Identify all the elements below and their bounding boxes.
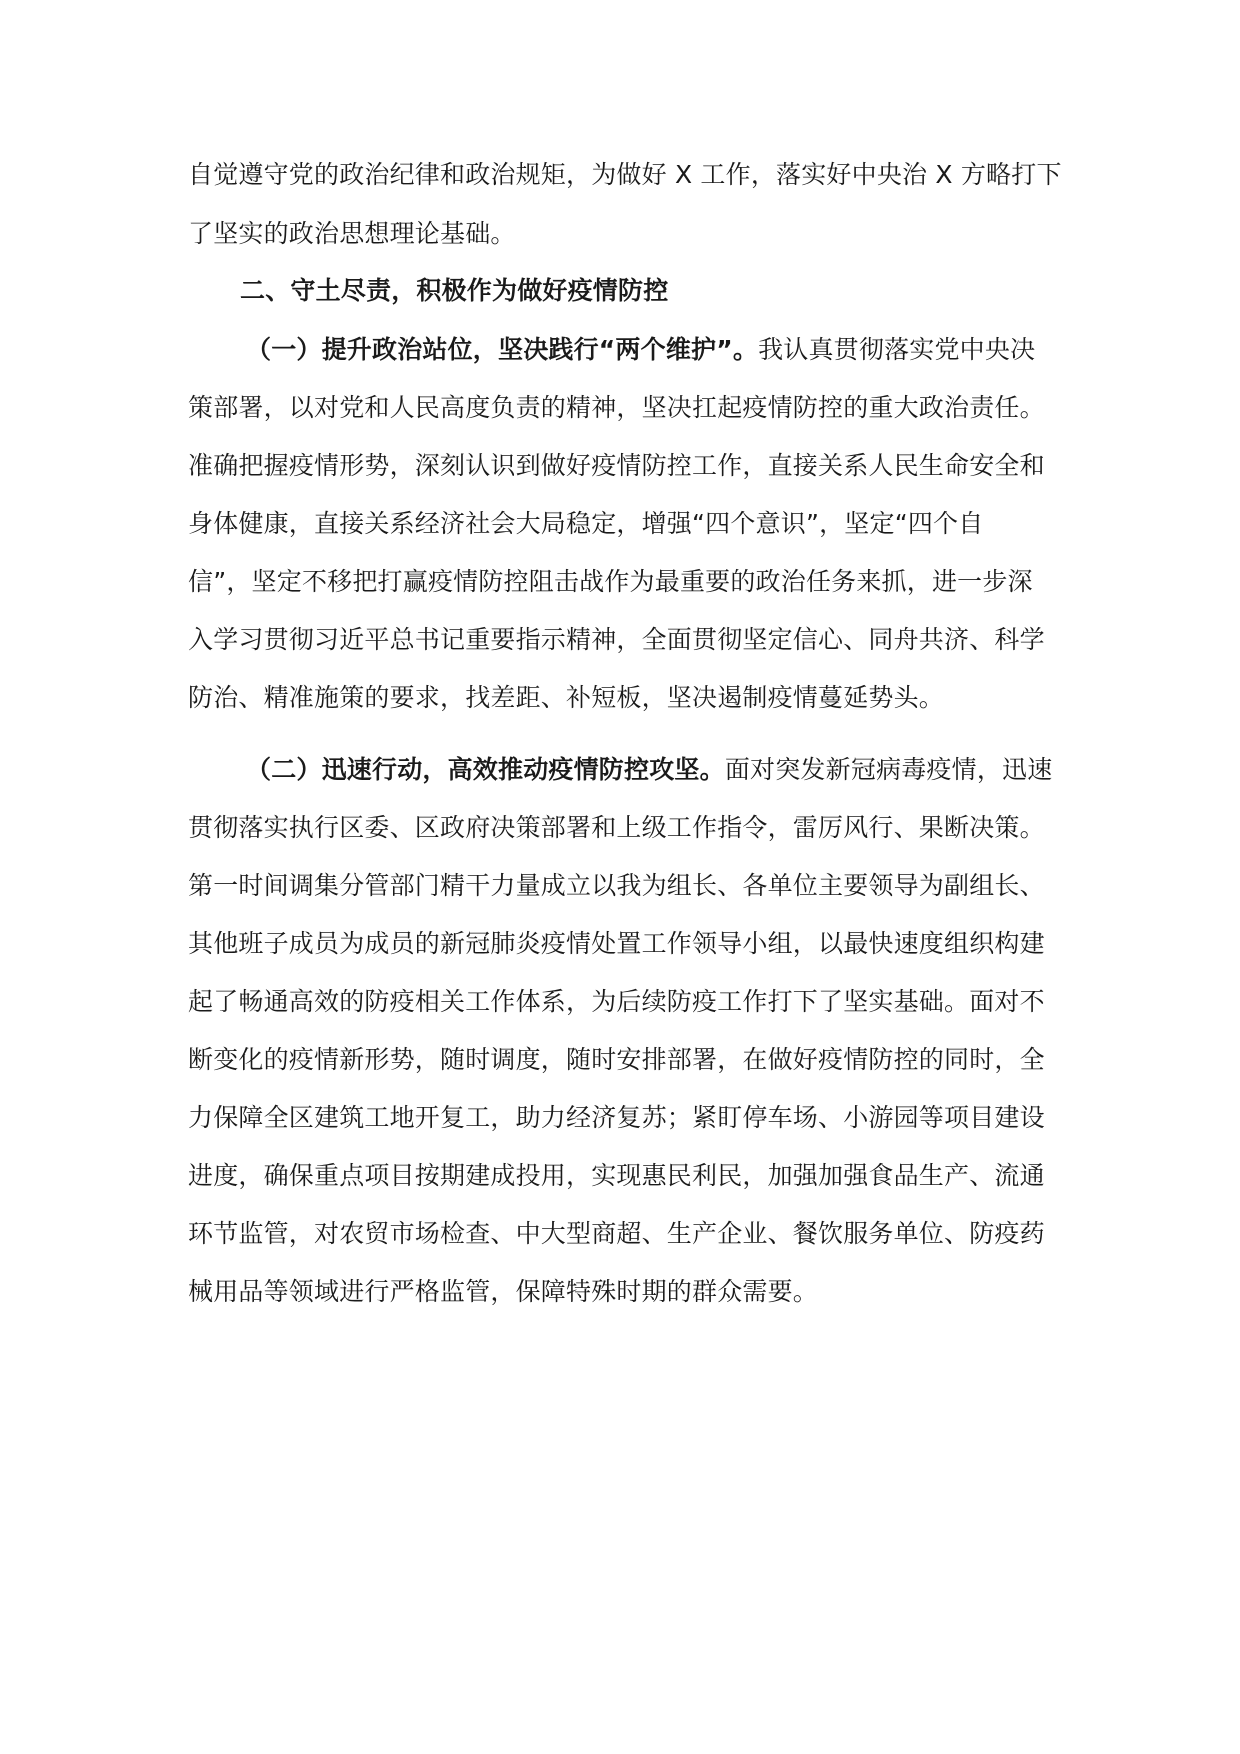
p1-line-3: 准确把握疫情形势，深刻认识到做好疫情防控工作，直接关系人民生命安全和 [188,451,1045,480]
p1-line-5: 信”，坚定不移把打赢疫情防控阻击战作为最重要的政治任务来抓，进一步深 [188,567,1033,596]
p1-line-6: 入学习贯彻习近平总书记重要指示精神，全面贯彻坚定信心、同舟共济、科学 [188,625,1045,654]
p2-line-5: 起了畅通高效的防疫相关工作体系，为后续防疫工作打下了坚实基础。面对不 [188,987,1045,1016]
p2-line-2: 贯彻落实执行区委、区政府决策部署和上级工作指令，雷厉风行、果断决策。 [188,813,1045,842]
p1-line-4: 身体健康，直接关系经济社会大局稳定，增强“四个意识”，坚定“四个自 [188,509,984,538]
p2-first-line-rest: 面对突发新冠病毒疫情，迅速 [724,755,1053,784]
p2-line-10: 械用品等领域进行严格监管，保障特殊时期的群众需要。 [188,1277,819,1306]
p2-first-line [246,755,1116,785]
p2-line-6: 断变化的疫情新形势，随时调度，随时安排部署，在做好疫情防控的同时，全 [188,1045,1045,1074]
p2-bold-lead: （二）迅速行动，高效推动疫情防控攻坚。 [246,755,725,784]
p2-line-9: 环节监管，对农贸市场检查、中大型商超、生产企业、餐饮服务单位、防疫药 [188,1219,1045,1248]
p1-first-line-rest: 我认真贯彻落实党中央决 [758,335,1036,364]
p1-line-2: 策部署，以对党和人民高度负责的精神，坚决扛起疫情防控的重大政治责任。 [188,393,1045,422]
p2-line-4: 其他班子成员为成员的新冠肺炎疫情处置工作领导小组，以最快速度组织构建 [188,929,1045,958]
p1-line-7: 防治、精准施策的要求，找差距、补短板，坚决遏制疫情蔓延势头。 [188,683,945,712]
p1-bold-lead: （一）提升政治站位，坚决践行“两个维护”。 [246,335,759,364]
p2-line-8: 进度，确保重点项目按期建成投用，实现惠民利民，加强加强食品生产、流通 [188,1161,1045,1190]
p2-line-3: 第一时间调集分管部门精干力量成立以我为组长、各单位主要领导为副组长、 [188,871,1045,900]
intro-line-2: 了坚实的政治思想理论基础。 [188,219,516,248]
p1-first-line [246,335,1116,365]
p2-line-7: 力保障全区建筑工地开复工，助力经济复苏；紧盯停车场、小游园等项目建设 [188,1103,1045,1132]
section-heading: 二、守土尽责，积极作为做好疫情防控 [240,276,669,305]
intro-line-1: 自觉遵守党的政治纪律和政治规矩，为做好 X 工作，落实好中央治 X 方略打下 [188,160,1062,189]
